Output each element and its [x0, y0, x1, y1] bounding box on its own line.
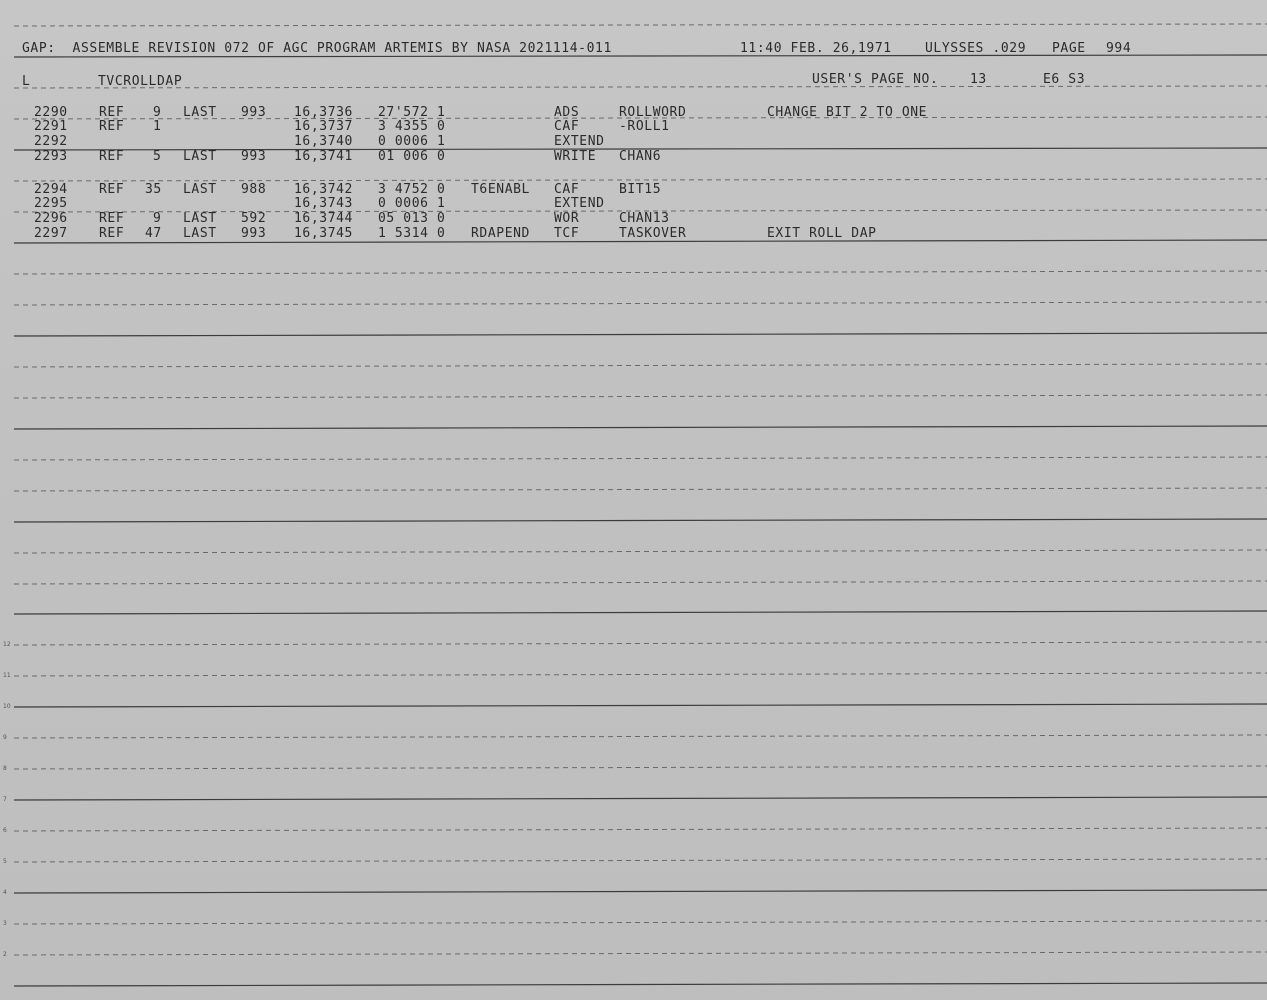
operand: CHAN6: [619, 149, 662, 164]
last-page: 592: [241, 211, 267, 226]
margin-number: 12: [3, 641, 11, 648]
memory-address: 16,3740: [294, 134, 353, 149]
memory-address: 16,3736: [294, 105, 353, 120]
memory-address: 16,3745: [294, 226, 353, 241]
users-page-label: USER'S PAGE NO.: [812, 72, 939, 87]
margin-number: 7: [3, 796, 7, 803]
last-keyword: LAST: [183, 105, 217, 120]
section-code: E6 S3: [1043, 72, 1086, 87]
margin-number: 2: [3, 951, 7, 958]
octal-code: 3 4355 0: [378, 119, 446, 134]
opcode: EXTEND: [554, 134, 605, 149]
operand: -ROLL1: [619, 119, 670, 134]
opcode: WRITE: [554, 149, 597, 164]
assembly-timestamp: 11:40 FEB. 26,1971: [740, 41, 892, 56]
last-keyword: LAST: [183, 149, 217, 164]
ref-keyword: REF: [99, 226, 125, 241]
location-label: T6ENABL: [471, 182, 530, 197]
octal-code: 27'572 1: [378, 105, 446, 120]
margin-number: 10: [3, 703, 11, 710]
margin-number: 9: [3, 734, 7, 741]
comment: CHANGE BIT 2 TO ONE: [767, 105, 928, 120]
page-number: 994: [1106, 41, 1132, 56]
ref-count: 35: [145, 182, 162, 197]
opcode: EXTEND: [554, 196, 605, 211]
module-name: TVCROLLDAP: [98, 74, 183, 89]
assembly-title: GAP: ASSEMBLE REVISION 072 OF AGC PROGRAM ARTEMIS BY NASA 2021114-011: [22, 41, 612, 56]
memory-address: 16,3743: [294, 196, 353, 211]
ref-keyword: REF: [99, 182, 125, 197]
octal-code: 0 0006 1: [378, 196, 446, 211]
opcode: ADS: [554, 105, 580, 120]
ref-count: 1: [153, 119, 162, 134]
line-number: 2297: [34, 226, 68, 241]
margin-number: 6: [3, 827, 7, 834]
last-keyword: LAST: [183, 226, 217, 241]
ref-keyword: REF: [99, 211, 125, 226]
margin-number: 4: [3, 889, 7, 896]
location-label: RDAPEND: [471, 226, 530, 241]
line-number: 2296: [34, 211, 68, 226]
operand: CHAN13: [619, 211, 670, 226]
last-page: 993: [241, 226, 267, 241]
opcode: WOR: [554, 211, 580, 226]
ref-keyword: REF: [99, 119, 125, 134]
operand: ROLLWORD: [619, 105, 687, 120]
memory-address: 16,3742: [294, 182, 353, 197]
ref-keyword: REF: [99, 105, 125, 120]
ref-count: 9: [153, 211, 162, 226]
users-page-number: 13: [970, 72, 987, 87]
octal-code: 01 006 0: [378, 149, 446, 164]
margin-number: 8: [3, 765, 7, 772]
opcode: CAF: [554, 119, 580, 134]
last-page: 993: [241, 105, 267, 120]
ref-keyword: REF: [99, 149, 125, 164]
last-page: 988: [241, 182, 267, 197]
octal-code: 05 013 0: [378, 211, 446, 226]
octal-code: 1 5314 0: [378, 226, 446, 241]
assembly-user: ULYSSES .029: [925, 41, 1027, 56]
line-number: 2290: [34, 105, 68, 120]
memory-address: 16,3744: [294, 211, 353, 226]
octal-code: 0 0006 1: [378, 134, 446, 149]
last-keyword: LAST: [183, 211, 217, 226]
opcode: TCF: [554, 226, 580, 241]
line-number: 2292: [34, 134, 68, 149]
operand: BIT15: [619, 182, 662, 197]
ref-count: 5: [153, 149, 162, 164]
opcode: CAF: [554, 182, 580, 197]
operand: TASKOVER: [619, 226, 687, 241]
comment: EXIT ROLL DAP: [767, 226, 877, 241]
line-number: 2295: [34, 196, 68, 211]
memory-address: 16,3741: [294, 149, 353, 164]
page-label: PAGE: [1052, 41, 1086, 56]
line-number: 2294: [34, 182, 68, 197]
octal-code: 3 4752 0: [378, 182, 446, 197]
margin-number: 3: [3, 920, 7, 927]
line-number: 2293: [34, 149, 68, 164]
ref-count: 47: [145, 226, 162, 241]
listing-type-code: L: [22, 74, 31, 89]
margin-number: 11: [3, 672, 11, 679]
last-page: 993: [241, 149, 267, 164]
line-number: 2291: [34, 119, 68, 134]
margin-number: 5: [3, 858, 7, 865]
memory-address: 16,3737: [294, 119, 353, 134]
ref-count: 9: [153, 105, 162, 120]
last-keyword: LAST: [183, 182, 217, 197]
